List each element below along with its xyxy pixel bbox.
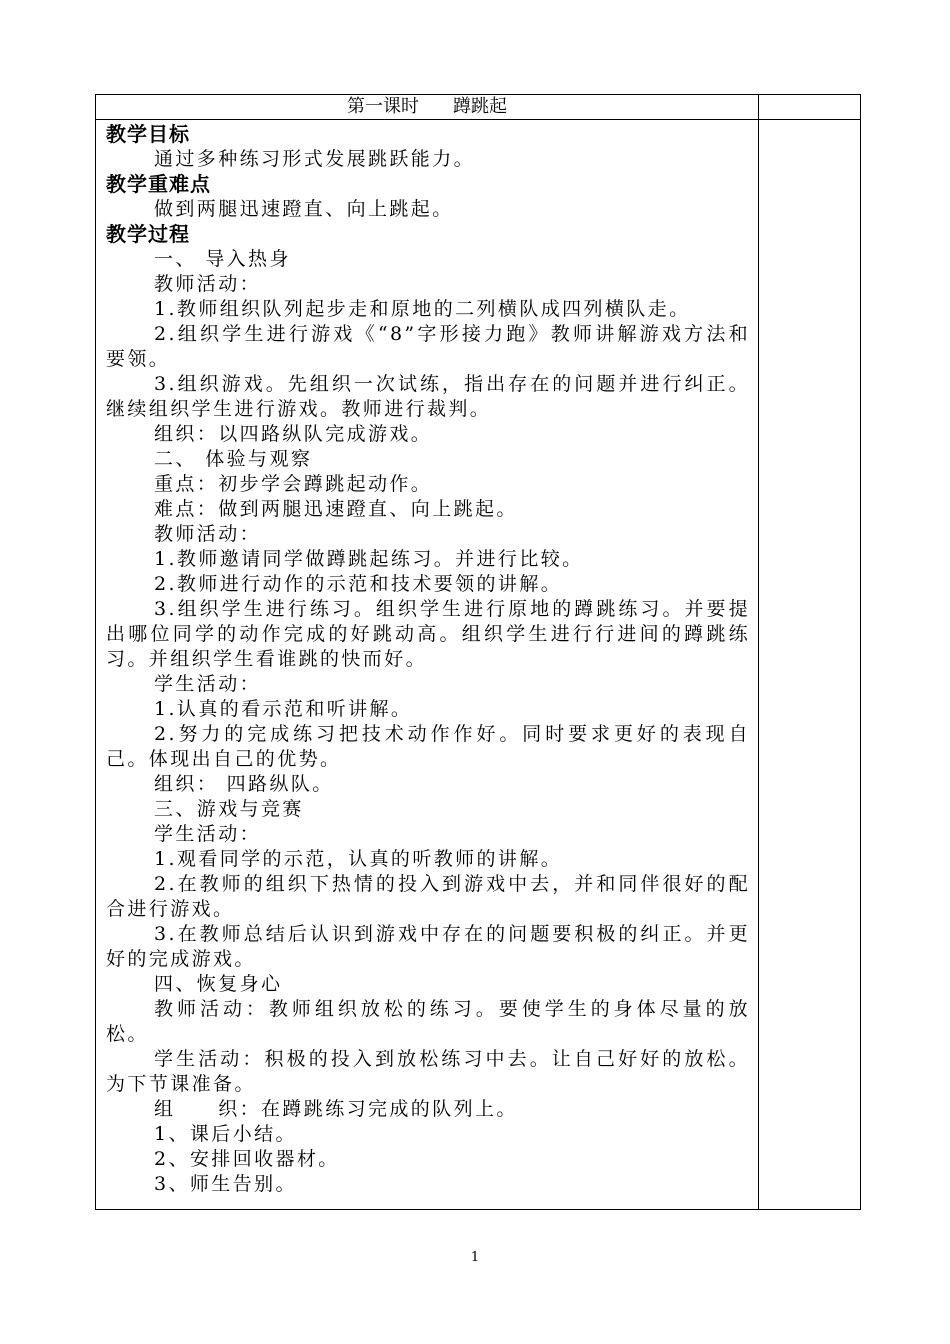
process-line: 3.组织游戏。先组织一次试练，指出存在的问题并进行纠正。继续组织学生进行游戏。教师进行裁判。	[106, 373, 750, 420]
process-line: 组 织：在蹲跳练习完成的队列上。	[154, 1098, 518, 1120]
process-line: 重点：初步学会蹲跳起动作。	[154, 473, 433, 495]
difficulty-heading: 教学重难点	[106, 172, 211, 196]
process-line: 学生活动：	[154, 673, 262, 695]
process-line: 3、师生告别。	[154, 1173, 297, 1195]
title-row	[96, 95, 861, 120]
process-line: 3.组织学生进行练习。组织学生进行原地的蹲跳练习。并要提出哪位同学的动作完成的好跳动高。组织学生进行行进间的蹲跳练习。并组织学生看谁跳的快而好。	[106, 598, 750, 670]
process-line: 教师活动：	[154, 523, 262, 545]
lesson-body	[96, 120, 759, 1210]
lesson-title-part2: 蹲跳起	[453, 96, 507, 117]
process-line: 1.观看同学的示范，认真的听教师的讲解。	[154, 848, 563, 870]
process-line: 1、课后小结。	[154, 1123, 297, 1145]
lesson-title	[96, 95, 759, 120]
process-line: 学生活动：积极的投入到放松练习中去。让自己好好的放松。为下节课准备。	[106, 1048, 750, 1095]
process-line: 1.教师组织队列起步走和原地的二列横队成四列横队走。	[154, 298, 691, 320]
page-number: 1	[470, 1250, 480, 1265]
body-row	[96, 120, 861, 1210]
side-cell-top	[759, 95, 861, 120]
process-line: 2.组织学生进行游戏《“8”字形接力跑》教师讲解游戏方法和要领。	[106, 323, 750, 370]
lesson-table	[95, 94, 861, 1210]
process-line: 2、安排回收器材。	[154, 1148, 340, 1170]
process-content	[106, 247, 750, 1197]
difficulty-text: 做到两腿迅速蹬直、向上跳起。	[154, 198, 454, 220]
process-line: 组织：以四路纵队完成游戏。	[154, 423, 433, 445]
process-line: 四、恢复身心	[154, 973, 283, 995]
process-line: 2.教师进行动作的示范和技术要领的讲解。	[154, 573, 563, 595]
process-line: 2.在教师的组织下热情的投入到游戏中去，并和同伴很好的配合进行游戏。	[106, 873, 750, 920]
process-line: 三、游戏与竞赛	[154, 798, 304, 820]
goal-heading: 教学目标	[106, 122, 190, 146]
process-line: 1.认真的看示范和听讲解。	[154, 698, 413, 720]
side-cell-body	[759, 120, 861, 1210]
process-line: 难点：做到两腿迅速蹬直、向上跳起。	[154, 498, 518, 520]
process-line: 教师活动：教师组织放松的练习。要使学生的身体尽量的放松。	[106, 998, 750, 1045]
lesson-title-part1: 第一课时	[347, 96, 419, 117]
process-heading: 教学过程	[106, 222, 190, 246]
process-line: 二、 体验与观察	[154, 448, 313, 470]
process-line: 2.努力的完成练习把技术动作作好。同时要求更好的表现自己。体现出自己的优势。	[106, 723, 750, 770]
process-line: 组织： 四路纵队。	[154, 773, 334, 795]
process-line: 一、 导入热身	[154, 248, 291, 270]
process-line: 3.在教师总结后认识到游戏中存在的问题要积极的纠正。并更好的完成游戏。	[106, 923, 750, 970]
process-line: 教师活动：	[154, 273, 262, 295]
process-line: 学生活动：	[154, 823, 262, 845]
goal-text: 通过多种练习形式发展跳跃能力。	[154, 148, 476, 170]
process-line: 1.教师邀请同学做蹲跳起练习。并进行比较。	[154, 548, 584, 570]
